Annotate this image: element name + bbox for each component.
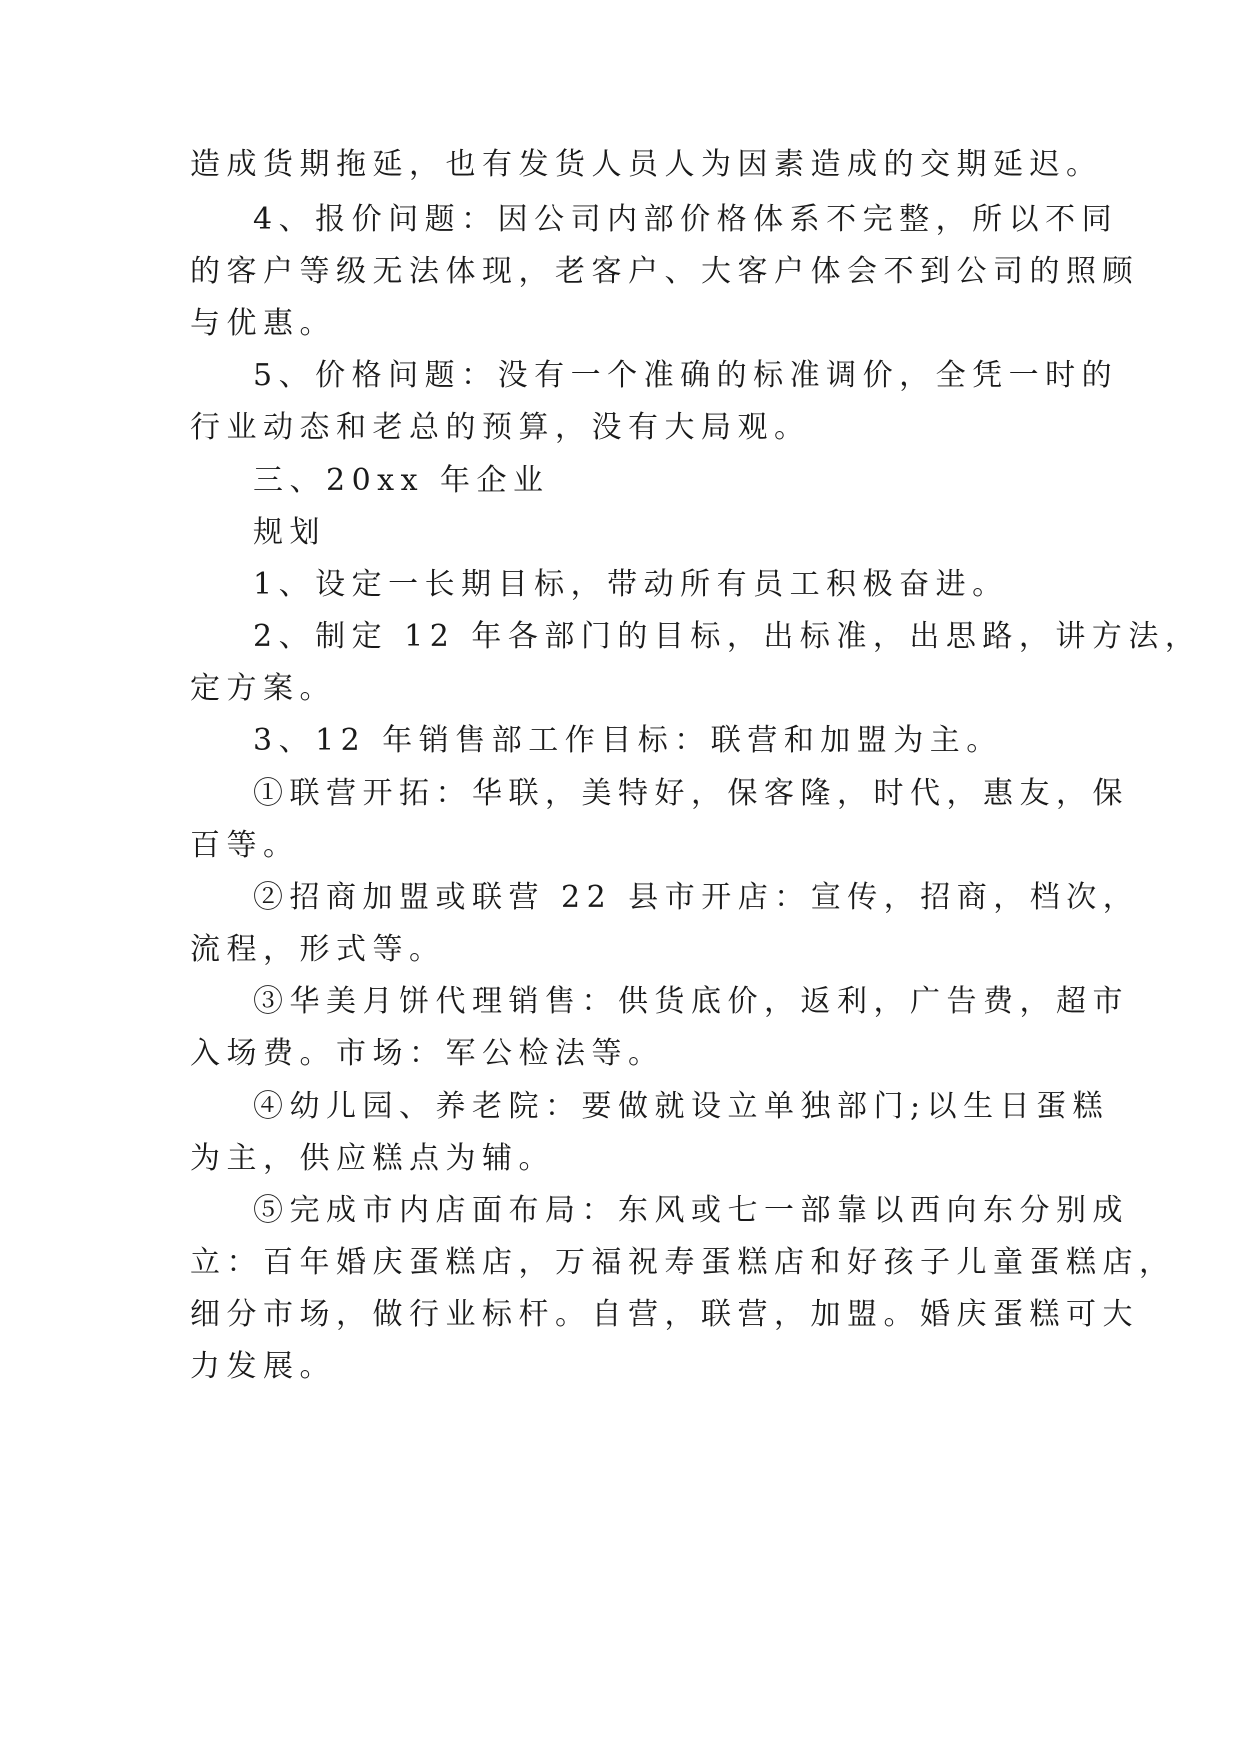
- paragraph-line: ⑤完成市内店面布局：东风或七一部靠以西向东分别成: [253, 1193, 1129, 1228]
- paragraph-line: 定方案。: [190, 671, 336, 706]
- paragraph-line: 3、12 年销售部工作目标：联营和加盟为主。: [253, 723, 1003, 758]
- paragraph-line: 百等。: [190, 828, 300, 863]
- paragraph-line: 力发展。: [190, 1349, 336, 1384]
- paragraph-line: 入场费。市场：军公检法等。: [190, 1036, 665, 1071]
- section-heading: 三、20xx 年企业: [253, 463, 550, 498]
- paragraph-line: 的客户等级无法体现，老客户、大客户体会不到公司的照顾: [190, 254, 1139, 289]
- paragraph-line: 造成货期拖延，也有发货人员人为因素造成的交期延迟。: [190, 147, 1103, 182]
- section-heading: 规划: [253, 515, 326, 550]
- paragraph-line: ③华美月饼代理销售：供货底价，返利，广告费，超市: [253, 984, 1129, 1019]
- paragraph-line: 行业动态和老总的预算，没有大局观。: [190, 410, 811, 445]
- paragraph-line: 与优惠。: [190, 306, 336, 341]
- paragraph-line: ①联营开拓：华联，美特好，保客隆，时代，惠友，保: [253, 776, 1129, 811]
- paragraph-line: 流程，形式等。: [190, 932, 446, 967]
- paragraph-line: 立：百年婚庆蛋糕店，万福祝寿蛋糕店和好孩子儿童蛋糕店，: [190, 1245, 1176, 1280]
- paragraph-line: 细分市场，做行业标杆。自营，联营，加盟。婚庆蛋糕可大: [190, 1297, 1139, 1332]
- paragraph-line: ②招商加盟或联营 22 县市开店：宣传，招商，档次，: [253, 880, 1140, 915]
- paragraph-line: 1、设定一长期目标，带动所有员工积极奋进。: [253, 567, 1009, 602]
- paragraph-line: 4、报价问题：因公司内部价格体系不完整，所以不同: [253, 202, 1119, 237]
- paragraph-line: ④幼儿园、养老院：要做就设立单独部门;以生日蛋糕: [253, 1089, 1110, 1124]
- paragraph-line: 5、价格问题：没有一个准确的标准调价，全凭一时的: [253, 358, 1119, 393]
- paragraph-line: 2、制定 12 年各部门的目标，出标准，出思路，讲方法，: [253, 619, 1202, 654]
- paragraph-line: 为主，供应糕点为辅。: [190, 1141, 555, 1176]
